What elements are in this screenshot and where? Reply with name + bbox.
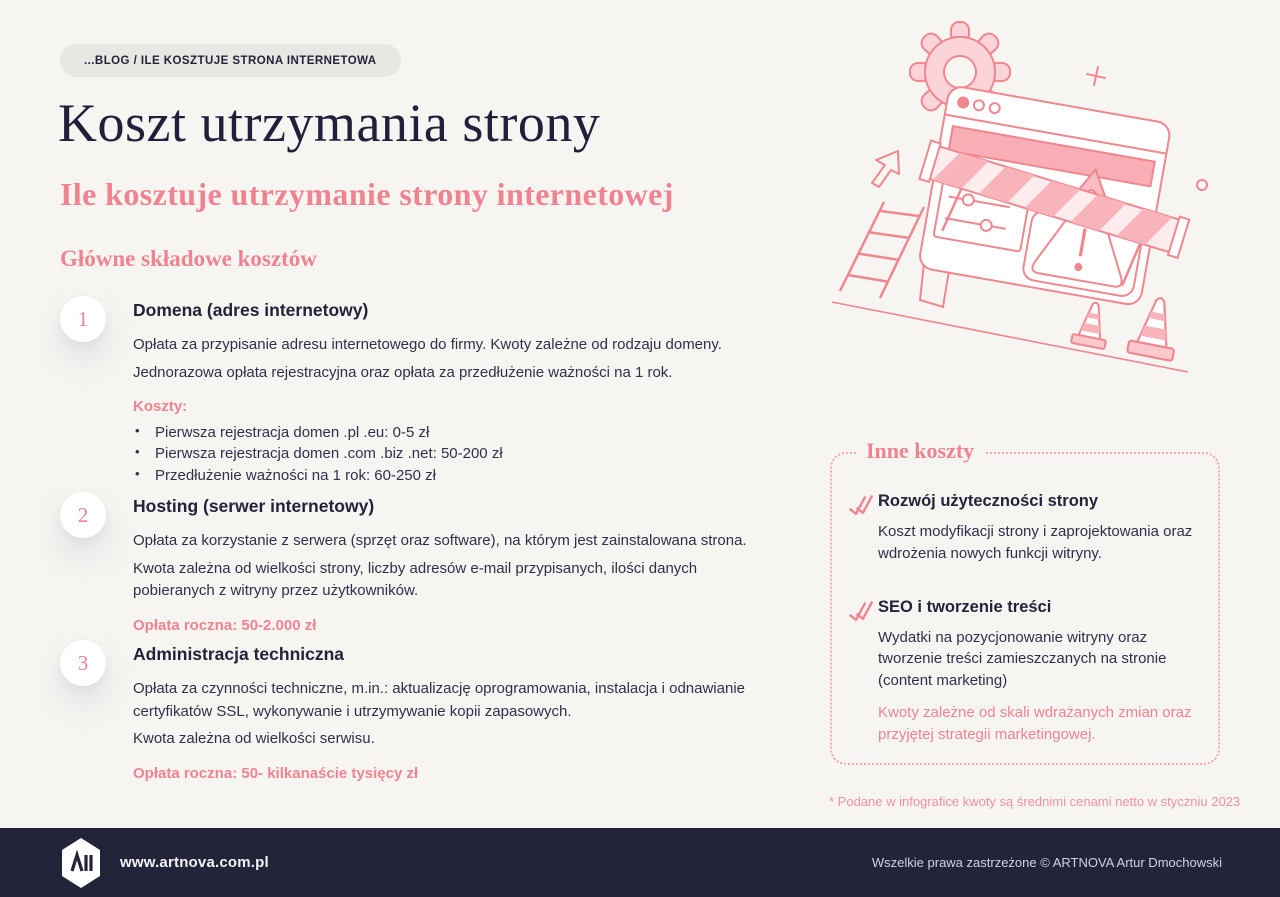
costs-list-item: • Pierwsza rejestracja domen .com .biz .net: 50-200 zł — [133, 443, 774, 464]
traffic-cone-icon — [1127, 294, 1183, 361]
other-cost-item-seo — [848, 598, 1194, 746]
other-cost-item-usability — [848, 492, 1194, 565]
price-note: Opłata roczna: 50- kilkanaście tysięcy zł — [133, 764, 419, 782]
other-cost-note: Kwoty zależne od skali wdrażanych zmian oraz przyjętej strategii marketingowej. — [878, 703, 1192, 743]
step-number-badge: 2 — [60, 492, 106, 538]
cursor-arrow-icon — [872, 151, 899, 187]
artnova-logo — [58, 837, 104, 889]
plus-sparkle-icon — [1084, 64, 1108, 88]
cost-item-paragraph: Kwota zależna od wielkości strony, liczby adresów e-mail przypisanych, ilości danych pobieranych z witryny przez użytkowników. — [133, 559, 698, 599]
footer-bar — [0, 828, 1280, 897]
double-check-icon — [848, 598, 878, 746]
other-cost-body: Koszt modyfikacji strony i zaprojektowania oraz wdrożenia nowych funkcji witryny. — [878, 523, 1193, 562]
cost-item-paragraph: Kwota zależna od wielkości serwisu. — [133, 730, 375, 747]
double-check-icon — [848, 492, 878, 565]
cost-item-paragraph: Opłata za czynności techniczne, m.in.: aktualizację oprogramowania, instalacja i odnawianie certyfikatów SSL, wykonywanie i utrzymywanie kopii zapasowych. — [133, 680, 745, 720]
cost-item-title: Hosting (serwer internetowy) — [133, 496, 375, 516]
section-title: Główne składowe kosztów — [60, 246, 317, 271]
cost-item-domain — [60, 296, 774, 486]
cost-item-paragraph: Opłata za korzystanie z serwera (sprzęt oraz software), na którym jest zainstalowana strona. — [133, 532, 747, 549]
footnote: * Podane w infografice kwoty są średnimi cenami netto w styczniu 2023 — [829, 794, 1241, 809]
cost-item-hosting — [60, 492, 774, 634]
cost-item-title: Administracja techniczna — [133, 644, 345, 664]
step-number-badge: 3 — [60, 640, 106, 686]
footer-website-link[interactable]: www.artnova.com.pl — [120, 854, 269, 871]
cost-item-title: Domena (adres internetowy) — [133, 300, 369, 320]
ground-line — [832, 302, 1188, 372]
other-cost-title: Rozwój użyteczności strony — [878, 492, 1099, 510]
website-under-construction-illustration — [820, 10, 1220, 390]
page-title: Koszt utrzymania strony — [58, 93, 601, 153]
dot-decoration — [1197, 180, 1207, 190]
cost-item-administration — [60, 640, 774, 782]
cost-item-paragraph: Opłata za przypisanie adresu internetowego do firmy. Kwoty zależne od rodzaju domeny. — [133, 336, 722, 353]
costs-list-item: • Pierwsza rejestracja domen .pl .eu: 0-5 zł — [133, 422, 774, 443]
traffic-cone-icon — [1071, 300, 1113, 350]
costs-list — [133, 422, 774, 486]
step-number-badge: 1 — [60, 296, 106, 342]
other-costs-title: Inne koszty — [856, 438, 984, 464]
costs-list-item: • Przedłużenie ważności na 1 rok: 60-250 zł — [133, 465, 774, 486]
breadcrumb[interactable] — [60, 44, 401, 77]
other-cost-title: SEO i tworzenie treści — [878, 597, 1052, 616]
cost-item-paragraph: Jednorazowa opłata rejestracyjna oraz opłata za przedłużenie ważności na 1 rok. — [133, 363, 673, 381]
other-cost-body: Wydatki na pozycjonowanie witryny oraz tworzenie treści zamieszczanych na stronie (content marketing) — [878, 628, 1167, 689]
breadcrumb-label: ...BLOG / ILE KOSZTUJE STRONA INTERNETOWA — [84, 54, 377, 67]
footer-copyright: Wszelkie prawa zastrzeżone © ARTNOVA Artur Dmochowski — [871, 855, 1222, 870]
other-costs-box — [830, 438, 1220, 765]
price-note: Opłata roczna: 50-2.000 zł — [133, 616, 317, 634]
costs-label: Koszty: — [133, 398, 188, 415]
page-subtitle: Ile kosztuje utrzymanie strony internetowej — [60, 176, 674, 212]
